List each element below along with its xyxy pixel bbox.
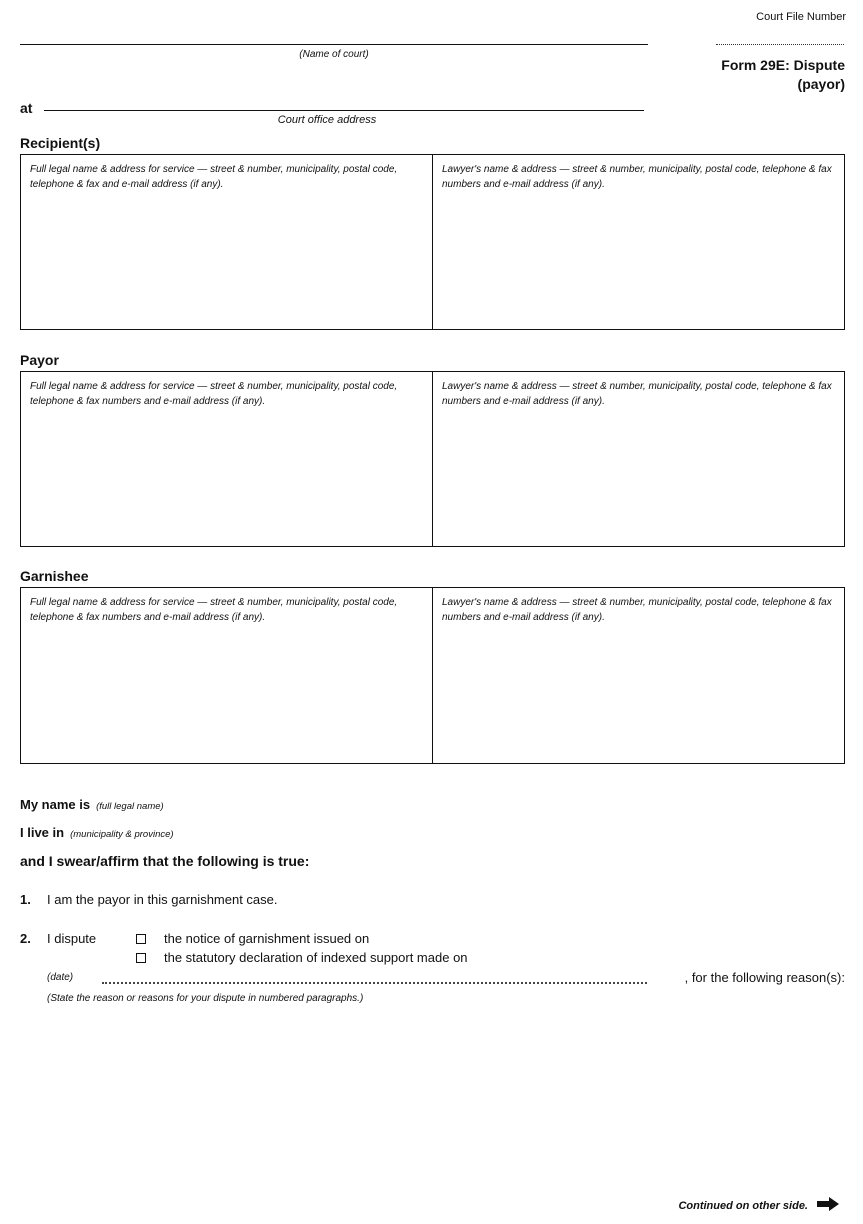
i-live-row[interactable] xyxy=(20,825,174,840)
recipient-lawyer-field[interactable] xyxy=(433,155,844,329)
garnishee-address-caption: Full legal name & address for service — street & number, municipality, postal code, telephone & fax numbers and e-mail address (if any). xyxy=(30,597,398,623)
date-label: (date) xyxy=(47,972,74,983)
recipient-box xyxy=(20,154,845,330)
i-live-label: I live in xyxy=(20,825,65,840)
dispute-declaration-checkbox[interactable] xyxy=(136,953,146,963)
recipient-section-title: Recipient(s) xyxy=(20,135,101,151)
dispute-notice-checkbox[interactable] xyxy=(136,934,146,944)
payor-address-caption: Full legal name & address for service — street & number, municipality, postal code, telephone & fax numbers and e-mail address (if any). xyxy=(30,381,398,407)
garnishee-address-field[interactable] xyxy=(21,588,433,763)
swear-affirm-statement: and I swear/affirm that the following is true: xyxy=(20,853,310,869)
my-name-label: My name is xyxy=(20,797,91,812)
court-file-number-field[interactable] xyxy=(716,44,844,45)
court-file-number-label: Court File Number xyxy=(756,11,846,23)
continued-on-other-side: Continued on other side. xyxy=(678,1200,808,1212)
date-field[interactable] xyxy=(102,982,647,984)
arrow-right-icon xyxy=(816,1196,840,1212)
i-live-hint: (municipality & province) xyxy=(70,829,174,840)
payor-lawyer-caption: Lawyer's name & address — street & number, municipality, postal code, telephone & fax numbers and e-mail address (if any). xyxy=(442,381,832,407)
reasons-lead-text: , for the following reason(s): xyxy=(684,970,845,985)
paragraph-1-number: 1. xyxy=(20,892,31,907)
form-title-line1: Form 29E: Dispute xyxy=(721,57,845,73)
garnishee-section-title: Garnishee xyxy=(20,568,89,584)
paragraph-1-text: I am the payor in this garnishment case. xyxy=(47,892,278,907)
paragraph-2-number: 2. xyxy=(20,931,31,946)
form-title xyxy=(721,56,845,94)
paragraph-2-lead: I dispute xyxy=(47,931,97,946)
court-address-caption: Court office address xyxy=(277,114,377,126)
recipient-lawyer-caption: Lawyer's name & address — street & number, municipality, postal code, telephone & fax numbers and e-mail address (if any). xyxy=(442,164,832,190)
court-address-line[interactable] xyxy=(44,110,644,111)
garnishee-box xyxy=(20,587,845,764)
garnishee-lawyer-field[interactable] xyxy=(433,588,844,763)
dispute-notice-label: the notice of garnishment issued on xyxy=(164,931,370,946)
payor-address-field[interactable] xyxy=(21,372,433,546)
payor-box xyxy=(20,371,845,547)
dispute-declaration-label: the statutory declaration of indexed support made on xyxy=(164,950,468,965)
at-label: at xyxy=(20,100,33,116)
reasons-instruction: (State the reason or reasons for your dispute in numbered paragraphs.) xyxy=(47,993,364,1004)
court-name-caption: (Name of court) xyxy=(299,49,369,60)
form-title-line2: (payor) xyxy=(797,76,845,92)
payor-lawyer-field[interactable] xyxy=(433,372,844,546)
payor-section-title: Payor xyxy=(20,352,59,368)
garnishee-lawyer-caption: Lawyer's name & address — street & number, municipality, postal code, telephone & fax numbers and e-mail address (if any). xyxy=(442,597,832,623)
recipient-address-caption: Full legal name & address for service — street & number, municipality, postal code, telephone & fax and e-mail address (if any). xyxy=(30,164,398,190)
my-name-hint: (full legal name) xyxy=(96,801,164,812)
my-name-row[interactable] xyxy=(20,797,164,812)
court-name-line xyxy=(20,44,648,45)
recipient-address-field[interactable] xyxy=(21,155,433,329)
